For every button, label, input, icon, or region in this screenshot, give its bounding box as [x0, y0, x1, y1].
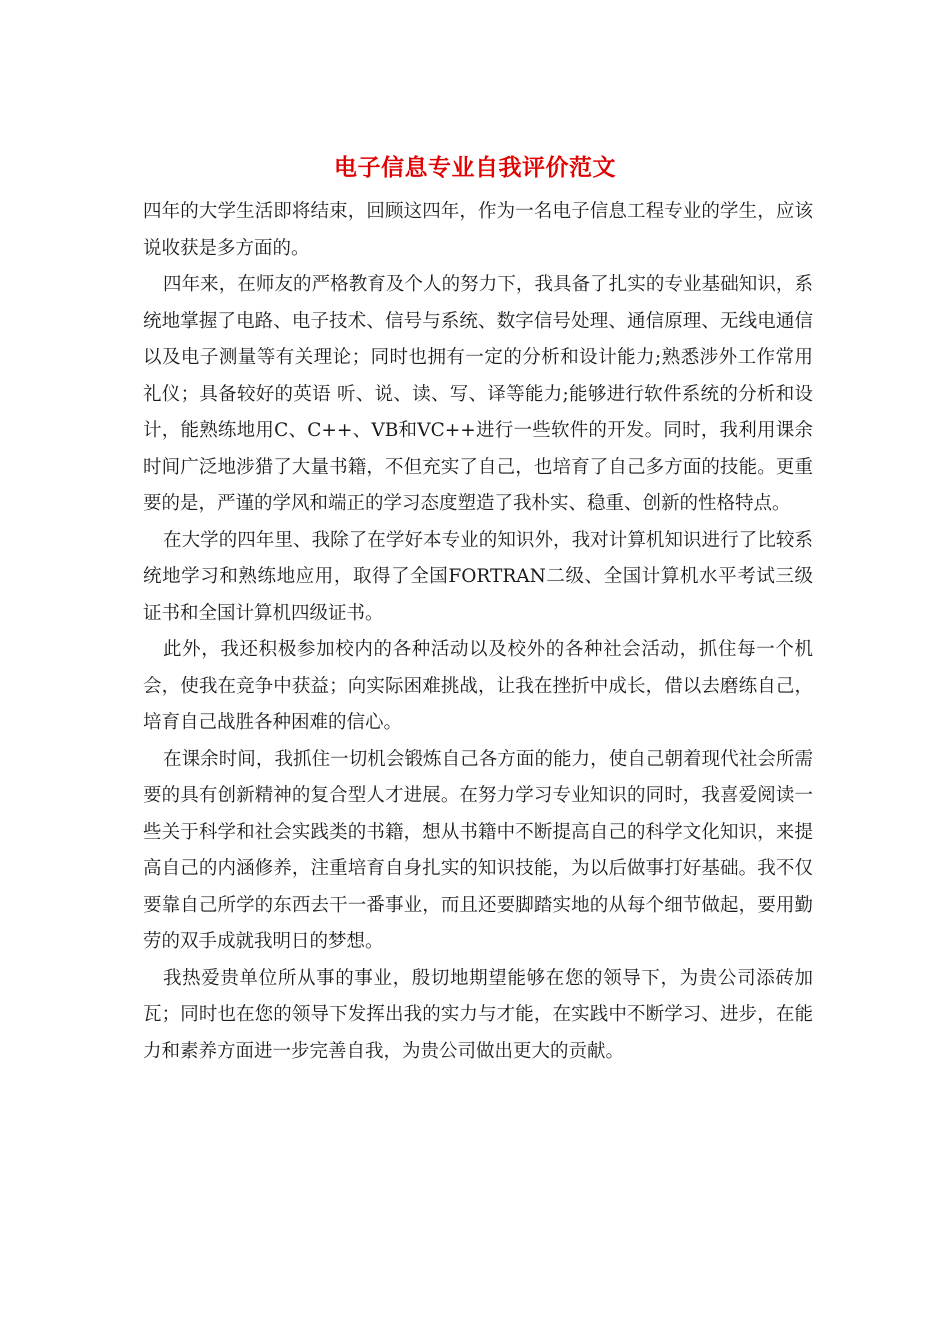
document-body [143, 194, 813, 1070]
paragraph-4: 此外，我还积极参加校内的各种活动以及校外的各种社会活动，抓住每一个机会，使我在竞争中获益；向实际困难挑战，让我在挫折中成长，借以去磨练自己，培育自己战胜各种困难的信心。 [143, 639, 813, 733]
paragraph-1: 四年的大学生活即将结束，回顾这四年，作为一名电子信息工程专业的学生，应该说收获是多方面的。 [143, 201, 813, 259]
paragraph-5: 在课余时间，我抓住一切机会锻炼自己各方面的能力，使自己朝着现代社会所需要的具有创新精神的复合型人才进展。在努力学习专业知识的同时，我喜爱阅读一些关于科学和社会实践类的书籍，想从书籍中不断提高自己的科学文化知识，来提高自己的内涵修养，注重培育自身扎实的知识技能，为以后做事打好基础。我不仅要靠自己所学的东西去干一番事业，而且还要脚踏实地的从每个细节做起，要用勤劳的双手成就我明日的梦想。 [143, 748, 813, 952]
paragraph-3: 在大学的四年里、我除了在学好本专业的知识外，我对计算机知识进行了比较系统地学习和熟练地应用，取得了全国FORTRAN二级、全国计算机水平考试三级证书和全国计算机四级证书。 [143, 529, 813, 624]
paragraph-6: 我热爱贵单位所从事的事业，殷切地期望能够在您的领导下，为贵公司添砖加瓦；同时也在您的领导下发挥出我的实力与才能，在实践中不断学习、进步，在能力和素养方面进一步完善自我，为贵公司做出更大的贡献。 [143, 967, 813, 1062]
document-title: 电子信息专业自我评价范文 [334, 154, 616, 181]
paragraph-2: 四年来，在师友的严格教育及个人的努力下，我具备了扎实的专业基础知识，系统地掌握了电路、电子技术、信号与系统、数字信号处理、通信原理、无线电通信以及电子测量等有关理论；同时也拥有一定的分析和设计能力;熟悉涉外工作常用礼仪；具备较好的英语 听、说、读、写、译等能力;能够进行软件系统的分析和设计，能熟练地用C、C++、VB和VC++进行一些软件的开发。同时，我利用课余时间广泛地涉猎了大量书籍，不但充实了自己，也培育了自己多方面的技能。更重要的是，严谨的学风和端正的学习态度塑造了我朴实、稳重、创新的性格特点。 [143, 274, 813, 514]
